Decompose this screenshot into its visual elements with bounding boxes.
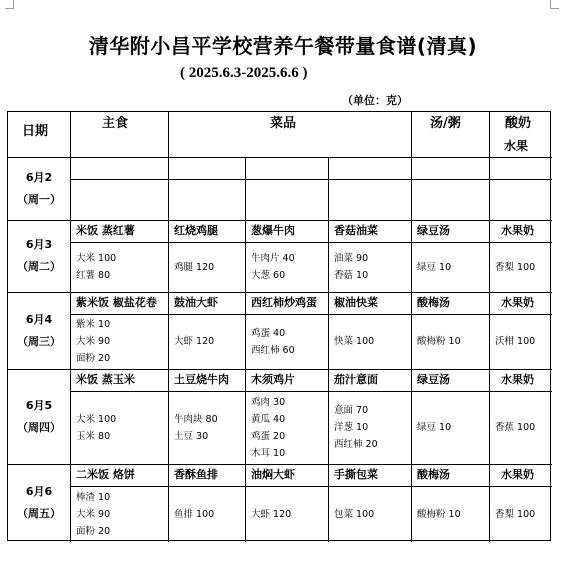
- soup-ingredient: 绿豆 10: [417, 261, 452, 273]
- dish-3-ingredient: 油菜 90: [334, 253, 369, 264]
- table-rule: [411, 112, 412, 542]
- dish-2-name: 西红柿炒鸡蛋: [251, 296, 317, 309]
- soup-name: 绿豆汤: [417, 373, 450, 386]
- dish-1-ingredient: 鱼排 100: [174, 508, 215, 520]
- staple-ingredient: 大米 90: [76, 508, 111, 520]
- staple-ingredient: 棒渣 10: [76, 491, 111, 503]
- header-fruit: 水果: [504, 139, 529, 153]
- day-date-cell: [8, 234, 70, 278]
- staple-ingredient: 大米 100: [76, 253, 117, 264]
- yogurt-name: 水果奶: [501, 468, 534, 481]
- header-yogurt: 酸奶: [505, 116, 532, 131]
- day-date: 6月2: [25, 170, 53, 184]
- staple-name: 二米饭 烙饼: [76, 468, 135, 481]
- header-date: 日期: [22, 124, 49, 139]
- header-dishes: 菜品: [270, 116, 297, 131]
- day-date-cell: [8, 167, 70, 211]
- dish-2-ingredient: 鸡蛋 40: [251, 327, 286, 339]
- table-rule: [245, 157, 246, 542]
- dish-2-name: 葱爆牛肉: [251, 224, 295, 237]
- day-date: 6月6: [25, 485, 53, 498]
- menu-table: [7, 111, 551, 541]
- dish-2-ingredient: 牛肉片 40: [251, 253, 295, 264]
- soup-name: 绿豆汤: [417, 224, 450, 237]
- date-range: ( 2025.6.3-2025.6.6 ): [180, 65, 308, 81]
- dish-1-ingredient: 大虾 120: [174, 336, 215, 347]
- staple-name: 米饭 蒸红薯: [76, 224, 135, 237]
- table-rule: [70, 242, 552, 243]
- day-weekday: （周四）: [17, 420, 61, 434]
- dish-2-ingredient: 鸡肉 30: [251, 396, 286, 408]
- day-date-cell: [8, 309, 70, 353]
- dish-1-ingredient: 土豆 30: [174, 430, 209, 442]
- day-date: 6月3: [25, 238, 53, 251]
- table-rule: [168, 112, 169, 542]
- dish-1-ingredient: 牛肉块 80: [174, 413, 218, 425]
- dish-1-name: 红烧鸡腿: [174, 224, 218, 237]
- soup-name: 酸梅汤: [417, 296, 450, 309]
- dish-1-ingredient: 鸡腿 120: [174, 261, 215, 273]
- soup-name: 酸梅汤: [417, 468, 450, 481]
- dish-2-ingredient: 木耳 10: [251, 447, 286, 459]
- dish-3-ingredient: 包菜 100: [334, 508, 375, 520]
- day-date-cell: [8, 481, 70, 525]
- dish-1-name: 土豆烧牛肉: [174, 373, 229, 386]
- soup-ingredient: 酸梅粉 10: [417, 508, 461, 520]
- table-rule: [489, 112, 490, 542]
- soup-ingredient: 绿豆 10: [417, 422, 452, 433]
- dish-3-name: 手撕包菜: [334, 468, 378, 481]
- day-weekday: （周二）: [17, 260, 61, 273]
- table-rule: [70, 314, 552, 315]
- day-date-cell: [8, 395, 70, 439]
- page-corner-mark-right: [550, 0, 559, 9]
- dish-3-ingredient: 洋葱 10: [334, 422, 369, 433]
- day-date: 6月4: [25, 312, 53, 326]
- staple-name: 紫米饭 椒盐花卷: [76, 296, 157, 309]
- dish-3-ingredient: 快菜 100: [334, 336, 375, 347]
- header-soup: 汤/粥: [430, 116, 461, 131]
- yogurt-name: 水果奶: [501, 373, 534, 386]
- dish-2-ingredient: 西红柿 60: [251, 344, 295, 356]
- dish-2-ingredient: 大葱 60: [251, 270, 286, 281]
- table-rule: [70, 112, 71, 542]
- dish-3-name: 椒油快菜: [334, 296, 378, 309]
- staple-ingredient: 红薯 80: [76, 270, 111, 281]
- yogurt-ingredient: 香梨 100: [495, 261, 536, 273]
- dish-3-name: 香菇油菜: [334, 224, 378, 237]
- soup-ingredient: 酸梅粉 10: [417, 336, 461, 347]
- yogurt-name: 水果奶: [501, 296, 534, 309]
- staple-ingredient: 面粉 20: [76, 525, 111, 537]
- day-weekday: （周五）: [17, 507, 61, 520]
- table-rule: [70, 179, 552, 180]
- yogurt-name: 水果奶: [501, 224, 534, 237]
- table-rule: [70, 391, 552, 392]
- staple-ingredient: 大米 100: [76, 413, 117, 425]
- day-weekday: （周一）: [17, 192, 61, 206]
- dish-2-name: 木须鸡片: [251, 373, 295, 386]
- staple-name: 米饭 蒸玉米: [76, 373, 135, 386]
- unit-note: （单位：克）: [342, 94, 408, 107]
- dish-3-name: 茄汁意面: [334, 373, 378, 386]
- staple-ingredient: 面粉 20: [76, 353, 111, 364]
- dish-1-name: 鼓油大虾: [174, 296, 218, 309]
- dish-3-ingredient: 意面 70: [334, 405, 369, 416]
- page-corner-mark-left: [5, 0, 14, 9]
- dish-2-ingredient: 大虾 120: [251, 508, 292, 520]
- dish-2-ingredient: 黄瓜 40: [251, 413, 286, 425]
- yogurt-ingredient: 香梨 100: [495, 508, 536, 520]
- header-staple: 主食: [102, 116, 129, 131]
- dish-3-ingredient: 香菇 10: [334, 270, 369, 281]
- table-rule: [8, 157, 552, 158]
- yogurt-ingredient: 香蕉 100: [495, 422, 536, 433]
- staple-ingredient: 大米 90: [76, 336, 111, 347]
- day-weekday: （周三）: [17, 334, 61, 348]
- table-rule: [70, 486, 552, 487]
- dish-3-ingredient: 西红柿 20: [334, 439, 378, 450]
- dish-1-name: 香酥鱼排: [174, 468, 218, 481]
- page-title: 清华附小昌平学校营养午餐带量食谱(清真): [88, 34, 478, 58]
- staple-ingredient: 玉米 80: [76, 430, 111, 442]
- day-date: 6月5: [25, 398, 53, 412]
- dish-2-ingredient: 鸡蛋 20: [251, 430, 286, 442]
- table-rule: [328, 157, 329, 542]
- staple-ingredient: 紫米 10: [76, 319, 111, 330]
- dish-2-name: 油焖大虾: [251, 468, 295, 481]
- yogurt-ingredient: 沃柑 100: [495, 336, 536, 347]
